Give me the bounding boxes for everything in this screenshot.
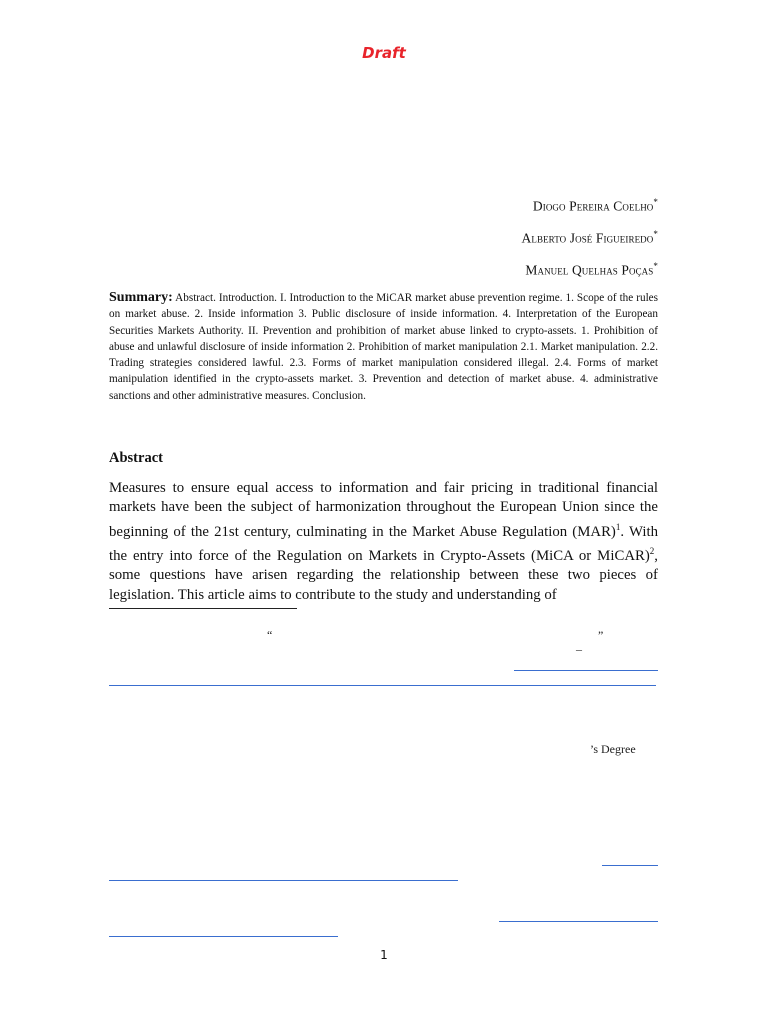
author-footnote-mark: * [653, 197, 658, 207]
footnote-link[interactable] [499, 921, 658, 922]
footnote-link[interactable] [514, 670, 658, 671]
footnote-degree-fragment: ’s Degree [590, 742, 636, 756]
author-name: Diogo Pereira Coelho* [532, 197, 658, 214]
author-footnote-mark: * [653, 229, 658, 239]
abstract-heading: Abstract [109, 450, 163, 466]
page-number: 1 [380, 948, 388, 962]
summary-paragraph [109, 290, 658, 404]
footnote-open-quote: “ [267, 628, 273, 642]
footnote-link[interactable] [109, 685, 656, 686]
abstract-paragraph: Measures to ensure equal access to information and fair pricing in traditional financial markets have been the subject of harmonization throughout the European Union since the beginning of the 21st century, culminating in the Market Abuse Regulation (MAR)$^1$. With the entry into force of the Regulation on Markets in Crypto-Assets (MiCA or MiCAR)$^2$, some questions have arisen regarding the relationship between these two pieces of legislation. This article aims to contribute to the study and understanding of [109, 480, 658, 603]
footnote-dash: – [576, 642, 582, 656]
footnote-close-quote: ” [598, 628, 604, 642]
author-footnote-mark: * [653, 261, 658, 271]
author-name: Alberto José Figueiredo* [521, 229, 658, 246]
summary-text: Abstract. Introduction. I. Introduction to the MiCAR market abuse prevention regime. 1. Scope of the rules on market abuse. 2. Inside information 3. Public disclosure of inside information. 4. Interpretation of the European Securities Markets Authority. II. Prevention and prohibition of market abuse linked to crypto-assets. 1. Prohibition of abuse and unlawful disclosure of inside information 2. Prohibition of market manipulation 2.1. Market manipulation. 2.2. Trading strategies considered lawful. 2.3. Forms of market manipulation considered illegal. 2.4. Forms of market manipulation identified in the crypto-assets market. 3. Prevention and detection of market abuse. 4. administrative sanctions and other administrative measures. Conclusion. [109, 292, 658, 402]
footnote-ref-1[interactable]: 1 [615, 521, 621, 532]
author-list [522, 197, 658, 293]
author-name: Manuel Quelhas Poças* [525, 261, 658, 278]
footnote-ref-2[interactable]: 2 [649, 546, 655, 557]
footnote-link[interactable] [109, 880, 458, 881]
footnote-separator [109, 608, 297, 609]
draft-watermark: Draft [362, 44, 406, 62]
footnote-link[interactable] [602, 865, 658, 866]
footnote-link[interactable] [109, 936, 338, 937]
summary-label: Summary: [109, 290, 173, 305]
